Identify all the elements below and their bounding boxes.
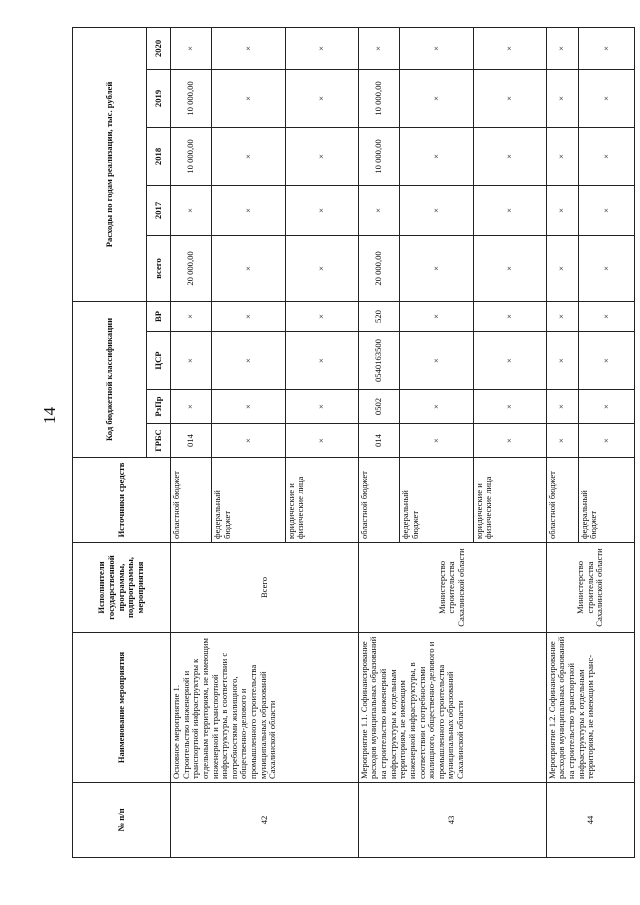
table-cell: ×: [546, 424, 578, 458]
table-cell: 014: [171, 424, 212, 458]
table-cell: ×: [212, 127, 285, 185]
table-cell: ×: [473, 390, 546, 424]
table-cell: ×: [473, 127, 546, 185]
table-cell: ×: [285, 69, 358, 127]
table-cell: ×: [212, 185, 285, 235]
table-cell: ×: [473, 424, 546, 458]
header-2017: 2017: [147, 185, 171, 235]
table-cell: ×: [285, 332, 358, 390]
table-cell: ×: [578, 185, 634, 235]
table-cell: ×: [578, 27, 634, 69]
table-row: [546, 27, 578, 857]
table-cell: ×: [212, 424, 285, 458]
header-2019: 2019: [147, 69, 171, 127]
table-cell: ×: [212, 332, 285, 390]
table-cell: ×: [473, 185, 546, 235]
funding-source: юридические и физические лица: [473, 458, 546, 543]
table-cell: 014: [358, 424, 399, 458]
table-cell: ×: [578, 424, 634, 458]
table-cell: ×: [171, 27, 212, 69]
table-cell: ×: [171, 185, 212, 235]
table-cell: ×: [578, 332, 634, 390]
header-num: № п/п: [73, 783, 171, 858]
table-cell: ×: [400, 27, 473, 69]
funding-source: областной бюджет: [546, 458, 578, 543]
header-budget-code: Код бюджетной классификации: [73, 301, 147, 457]
table-cell: ×: [212, 235, 285, 301]
table-cell: ×: [285, 235, 358, 301]
table-cell: 10 000,00: [358, 127, 399, 185]
header-2020: 2020: [147, 27, 171, 69]
header-2018: 2018: [147, 127, 171, 185]
table-row: [171, 27, 212, 857]
table-cell: ×: [400, 424, 473, 458]
table-cell: ×: [212, 27, 285, 69]
header-sources: Источники средств: [73, 458, 171, 543]
table-cell: ×: [400, 127, 473, 185]
header-name: Наименование мероприятия: [73, 633, 171, 783]
table-cell: ×: [546, 390, 578, 424]
table-cell: 10 000,00: [171, 127, 212, 185]
table-cell: 10 000,00: [171, 69, 212, 127]
table-cell: 0540163500: [358, 332, 399, 390]
table-cell: ×: [578, 235, 634, 301]
funding-source: областной бюджет: [358, 458, 399, 543]
funding-source: федеральный бюджет: [578, 458, 634, 543]
row-number: 43: [358, 783, 546, 858]
table-cell: ×: [578, 301, 634, 331]
table-cell: ×: [358, 27, 399, 69]
table-cell: ×: [400, 301, 473, 331]
table-cell: ×: [400, 332, 473, 390]
row-number: 42: [171, 783, 359, 858]
funding-source: областной бюджет: [171, 458, 212, 543]
table-cell: ×: [473, 235, 546, 301]
header-grbs: ГРБС: [147, 424, 171, 458]
header-rzpr: РзПр: [147, 390, 171, 424]
table-cell: 20 000,00: [358, 235, 399, 301]
table-cell: ×: [473, 69, 546, 127]
row-number: 44: [546, 783, 634, 858]
table-cell: ×: [358, 185, 399, 235]
table-cell: ×: [285, 27, 358, 69]
table-cell: ×: [546, 301, 578, 331]
table-cell: 20 000,00: [171, 235, 212, 301]
page-number: 14: [40, 407, 59, 424]
table-cell: ×: [400, 235, 473, 301]
table-cell: ×: [546, 27, 578, 69]
table-cell: ×: [400, 69, 473, 127]
table-cell: ×: [285, 390, 358, 424]
document-table-frame: [72, 28, 635, 858]
executor: Всего: [171, 543, 359, 633]
table-cell: ×: [171, 390, 212, 424]
executor: Министерство строительства Сахалинской области: [546, 543, 634, 633]
table-cell: ×: [285, 185, 358, 235]
table-cell: ×: [212, 390, 285, 424]
table-cell: ×: [473, 332, 546, 390]
table-cell: ×: [473, 301, 546, 331]
table-cell: ×: [546, 69, 578, 127]
table-cell: ×: [578, 69, 634, 127]
table-cell: ×: [578, 390, 634, 424]
table-cell: ×: [546, 332, 578, 390]
table-cell: ×: [546, 127, 578, 185]
activity-name: Мероприятие 1.2. Софинансирование расходов муниципальных образований на строительство транспортной инфраструктуры к отдельным территориям, не имеющим транс-: [546, 633, 634, 783]
table-cell: ×: [285, 301, 358, 331]
funding-source: федеральный бюджет: [212, 458, 285, 543]
table-cell: 0502: [358, 390, 399, 424]
executor: Министерство строительства Сахалинской области: [358, 543, 546, 633]
activity-name: Основное мероприятие 1. Строительство инженерной и транспортной инфраструктуры к отдельным территориям, не имеющим инженерной и транспортной инфраструктуры, в соответствии с потребностями жилищного, общественно-делового и промышленного строительства муниципальных образований Сахалинской области: [171, 633, 359, 783]
table-body: [171, 27, 635, 857]
activity-name: Мероприятие 1.1. Софинансирование расходов муниципальных образований на строительство инженерной инфраструктуры к отдельным территориям, не имеющим инженерной инфраструктуры, в соответствии с потребностями жилищного, общественно-делового и промышленного строительства муниципальных образований Сахалинской области: [358, 633, 546, 783]
table-cell: ×: [546, 185, 578, 235]
header-expenses: Расходы по годам реализации, тыс. рублей: [73, 27, 147, 301]
header-executors: Исполнители государственной программы, подпрограммы, мероприятия: [73, 543, 171, 633]
header-total: всего: [147, 235, 171, 301]
table-row: [358, 27, 399, 857]
table-cell: ×: [400, 390, 473, 424]
table-cell: ×: [212, 69, 285, 127]
table-cell: 520: [358, 301, 399, 331]
table-cell: ×: [546, 235, 578, 301]
header-csr: ЦСР: [147, 332, 171, 390]
table-cell: ×: [473, 27, 546, 69]
table-cell: ×: [212, 301, 285, 331]
table-cell: ×: [285, 127, 358, 185]
table-cell: ×: [285, 424, 358, 458]
funding-source: федеральный бюджет: [400, 458, 473, 543]
table-cell: ×: [578, 127, 634, 185]
table-cell: ×: [400, 185, 473, 235]
header-vr: ВР: [147, 301, 171, 331]
table-cell: ×: [171, 332, 212, 390]
table-cell: ×: [171, 301, 212, 331]
table-cell: 10 000,00: [358, 69, 399, 127]
funding-source: юридические и физические лица: [285, 458, 358, 543]
expenses-table: [72, 27, 635, 858]
